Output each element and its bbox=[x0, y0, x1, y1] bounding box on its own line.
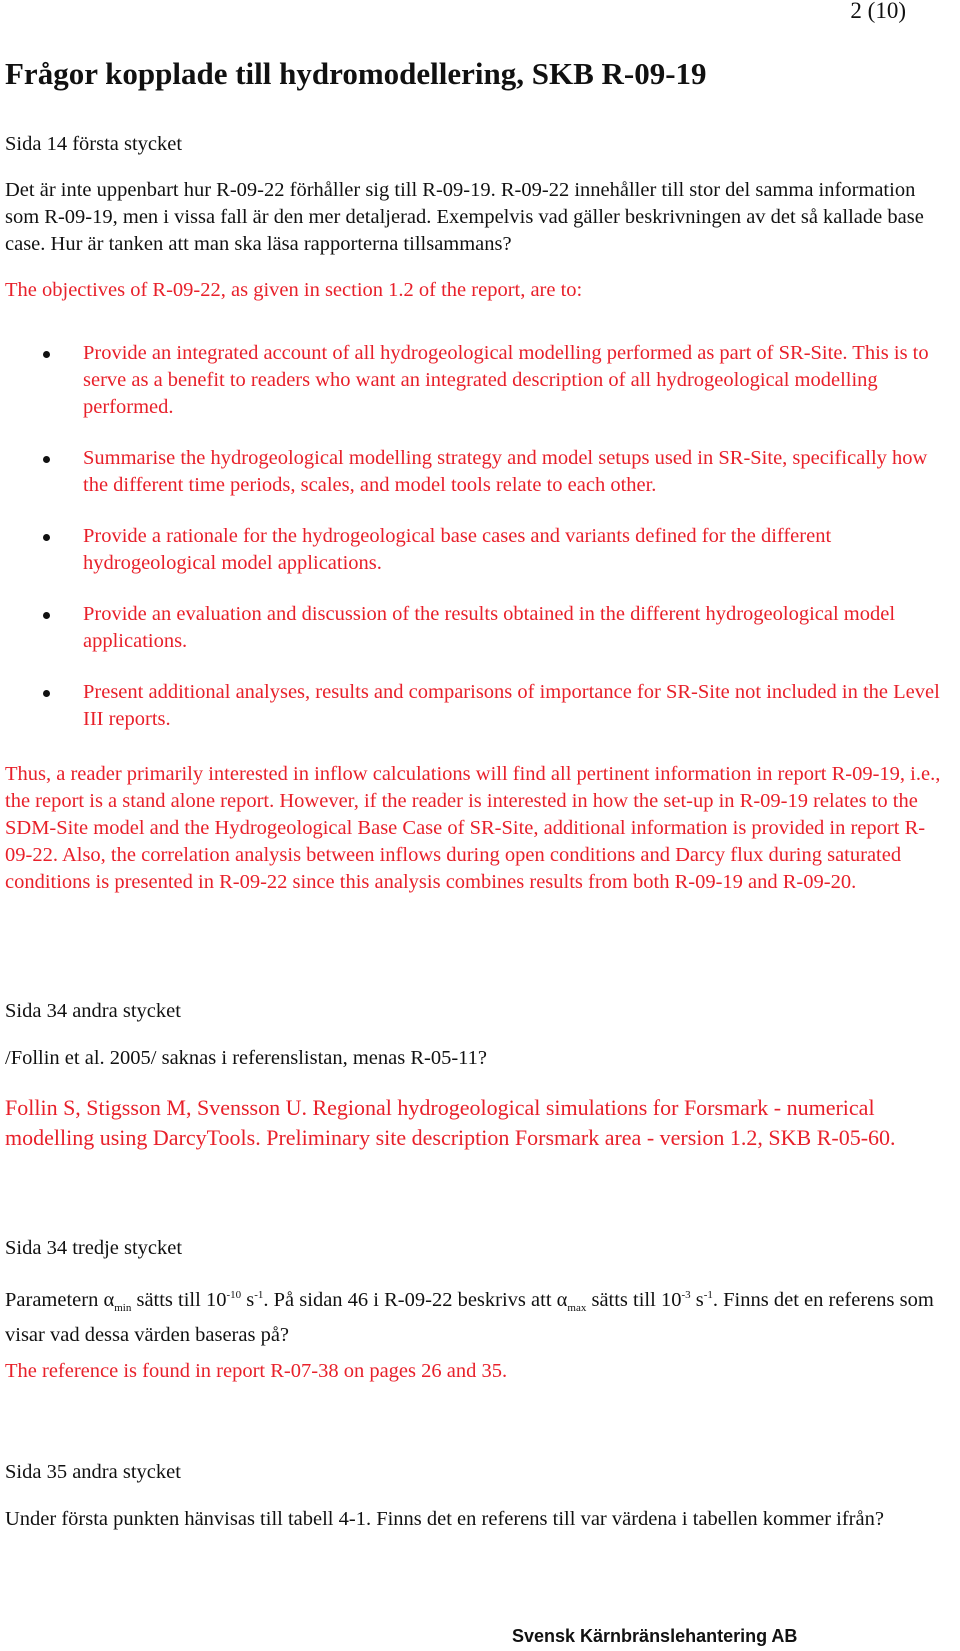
section-2-answer-reference: Follin S, Stigsson M, Svensson U. Regional hydrogeological simulations for Forsmark - numerical modelling using DarcyTools. Preliminary site description Forsmark area - version 1.2, SKB R-05-60. bbox=[5, 1095, 896, 1150]
section-4-question: Under första punkten hänvisas till tabell 4-1. Finns det en referens till var värdena i tabellen kommer ifrån? bbox=[5, 1508, 884, 1530]
page-number: 2 (10) bbox=[850, 0, 906, 23]
section-1-answer-intro: The objectives of R-09-22, as given in section 1.2 of the report, are to: bbox=[5, 279, 583, 301]
objectives-list bbox=[0, 340, 960, 733]
list-item: Provide an evaluation and discussion of the results obtained in the different hydrogeological model applications. bbox=[0, 601, 960, 655]
list-item: Provide an integrated account of all hydrogeological modelling performed as part of SR-Site. This is to serve as a benefit to readers who want an integrated description of all hydrogeological modelling performed. bbox=[0, 340, 960, 421]
bullet-icon bbox=[43, 456, 50, 463]
section-1-answer-conclusion: Thus, a reader primarily interested in inflow calculations will find all pertinent information in report R-09-19, i.e., the report is a stand alone report. However, if the reader is interested in how the set-up in R-09-19 relates to the SDM-Site model and the Hydrogeological Base Case of SR-Site, additional information is provided in report R-09-22. Also, the correlation analysis between inflows during open conditions and Darcy flux during saturated conditions is presented in R-09-22 since this analysis combines results from both R-09-19 and R-09-20. bbox=[5, 763, 941, 893]
section-3-question: Parametern $\alpha_{min}$ sätts till $10^{-10}$ $s^{-1}$. På sidan 46 i R-09-22 beskrivs att $\alpha_{max}$ sätts till $10^{-3}$ $s^{-1}$. Finns det en referens som visar vad dessa värden baseras på? bbox=[5, 1288, 934, 1346]
bullet-icon bbox=[43, 534, 50, 541]
bullet-icon bbox=[43, 612, 50, 619]
section-3-answer: The reference is found in report R-07-38 on pages 26 and 35. bbox=[5, 1360, 508, 1382]
section-3-heading: Sida 34 tredje stycket bbox=[5, 1237, 183, 1259]
footer-company-name: Svensk Kärnbränslehantering AB bbox=[512, 1626, 798, 1646]
section-1-question: Det är inte uppenbart hur R-09-22 förhåller sig till R-09-19. R-09-22 innehåller till stor del samma information som R-09-19, men i vissa fall är den mer detaljerad. Exempelvis vad gäller beskrivningen av det så kallade base case. Hur är tanken att man ska läsa rapporterna tillsammans? bbox=[5, 179, 924, 255]
section-2-heading: Sida 34 andra stycket bbox=[5, 1000, 181, 1022]
page-title: Frågor kopplade till hydromodellering, SKB R-09-19 bbox=[5, 56, 707, 91]
list-item: Present additional analyses, results and comparisons of importance for SR-Site not included in the Level III reports. bbox=[0, 679, 960, 733]
bullet-icon bbox=[43, 351, 50, 358]
section-2-question: /Follin et al. 2005/ saknas i referenslistan, menas R-05-11? bbox=[5, 1047, 488, 1069]
section-1-heading: Sida 14 första stycket bbox=[5, 133, 183, 155]
section-4-heading: Sida 35 andra stycket bbox=[5, 1461, 181, 1483]
list-item: Provide a rationale for the hydrogeological base cases and variants defined for the different hydrogeological model applications. bbox=[0, 523, 960, 577]
list-item: Summarise the hydrogeological modelling strategy and model setups used in SR-Site, specifically how the different time periods, scales, and model tools relate to each other. bbox=[0, 445, 960, 499]
bullet-icon bbox=[43, 690, 50, 697]
